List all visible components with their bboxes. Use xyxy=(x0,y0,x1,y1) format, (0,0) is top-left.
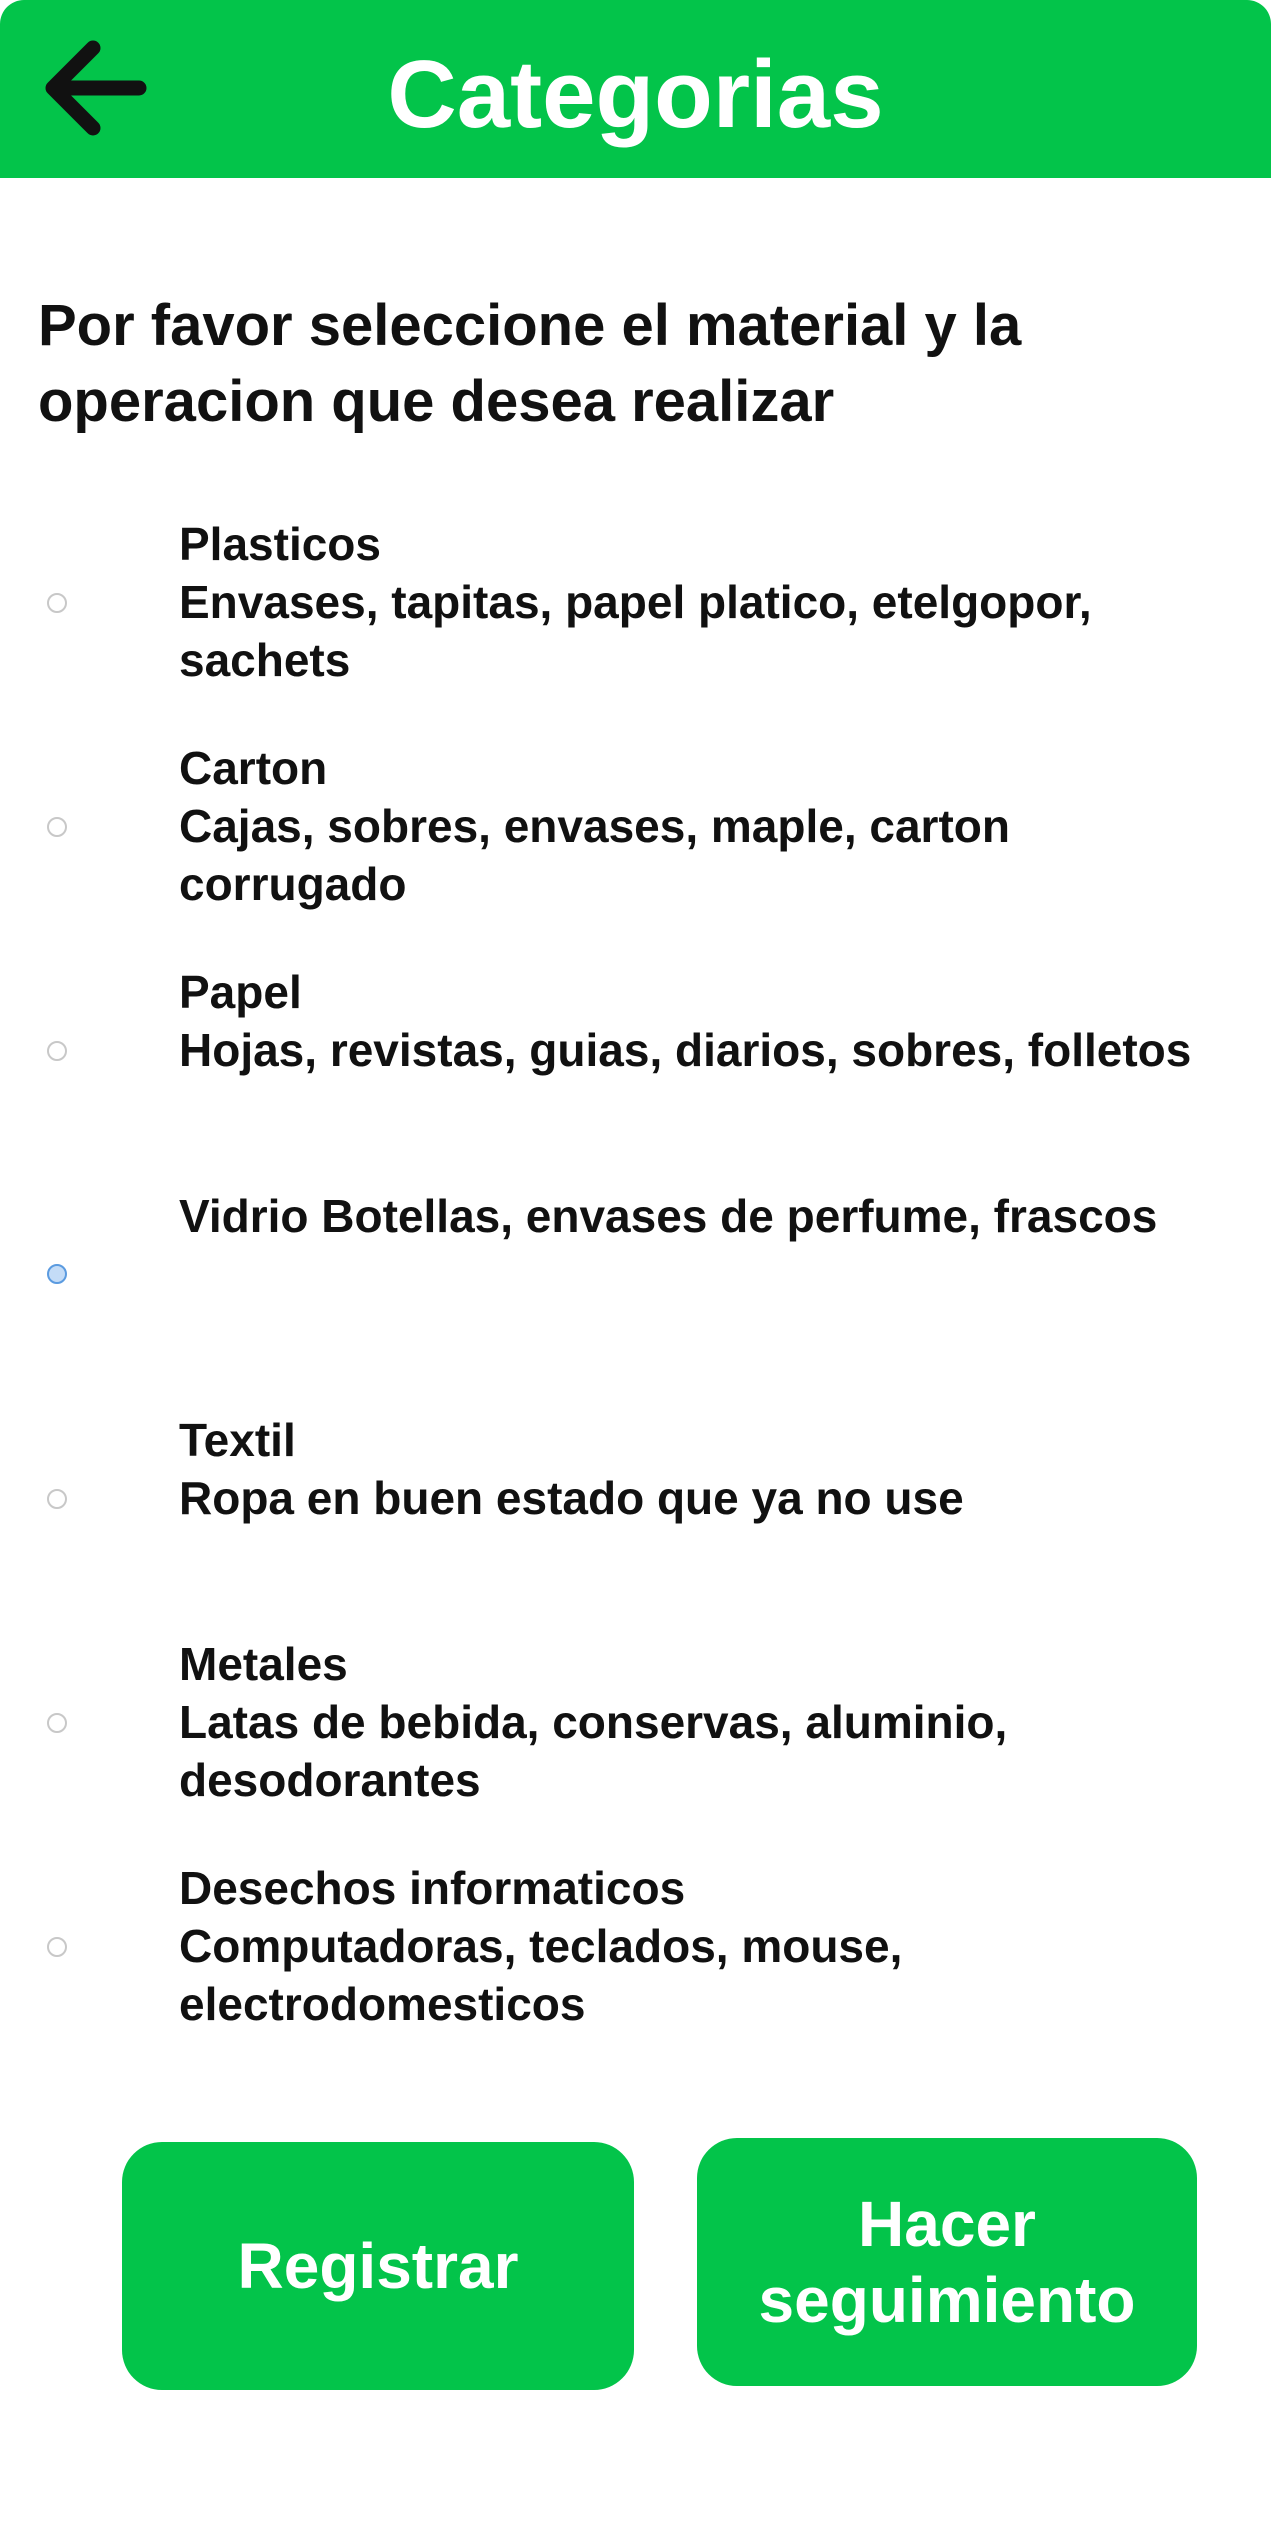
option-vidrio[interactable] xyxy=(0,1187,1271,1367)
option-papel[interactable] xyxy=(0,963,1271,1143)
radio-plasticos[interactable] xyxy=(47,593,67,613)
instructions-text: Por favor seleccione el material y la operacion que desea realizar xyxy=(38,293,1022,434)
app-header xyxy=(0,0,1271,178)
radio-vidrio[interactable] xyxy=(47,1264,67,1284)
option-description: Computadoras, teclados, mouse, electrodomesticos xyxy=(179,1920,903,2030)
radio-desechos-informaticos[interactable] xyxy=(47,1937,67,1957)
option-label xyxy=(179,1187,1239,1245)
option-metales[interactable] xyxy=(0,1635,1271,1815)
option-description: Latas de bebida, conservas, aluminio, desodorantes xyxy=(179,1696,1008,1806)
option-title: Metales xyxy=(179,1638,348,1690)
option-label xyxy=(179,1859,1239,2033)
radio-textil[interactable] xyxy=(47,1489,67,1509)
option-title: Desechos informaticos xyxy=(179,1862,686,1914)
option-title: Plasticos xyxy=(179,518,381,570)
option-label xyxy=(179,1635,1239,1809)
track-button[interactable]: Hacer seguimiento xyxy=(697,2138,1197,2386)
option-description: Ropa en buen estado que ya no use xyxy=(179,1472,964,1524)
radio-papel[interactable] xyxy=(47,1041,67,1061)
radio-metales[interactable] xyxy=(47,1713,67,1733)
radio-carton[interactable] xyxy=(47,817,67,837)
option-label xyxy=(179,739,1239,913)
option-description: Envases, tapitas, papel platico, etelgopor, sachets xyxy=(179,576,1092,686)
option-title: Textil xyxy=(179,1414,296,1466)
option-label xyxy=(179,515,1239,689)
option-title: Vidrio Botellas, envases de perfume, frascos xyxy=(179,1190,1158,1242)
option-title: Papel xyxy=(179,966,302,1018)
option-label xyxy=(179,963,1239,1079)
option-desechos-informaticos[interactable] xyxy=(0,1859,1271,2039)
option-label xyxy=(179,1411,1239,1527)
option-title: Carton xyxy=(179,742,328,794)
option-plasticos[interactable] xyxy=(0,515,1271,695)
option-description: Cajas, sobres, envases, maple, carton corrugado xyxy=(179,800,1010,910)
page-title: Categorias xyxy=(387,41,884,148)
option-carton[interactable] xyxy=(0,739,1271,919)
option-description: Hojas, revistas, guias, diarios, sobres, folletos xyxy=(179,1024,1192,1076)
register-button[interactable]: Registrar xyxy=(122,2142,634,2390)
option-textil[interactable] xyxy=(0,1411,1271,1591)
